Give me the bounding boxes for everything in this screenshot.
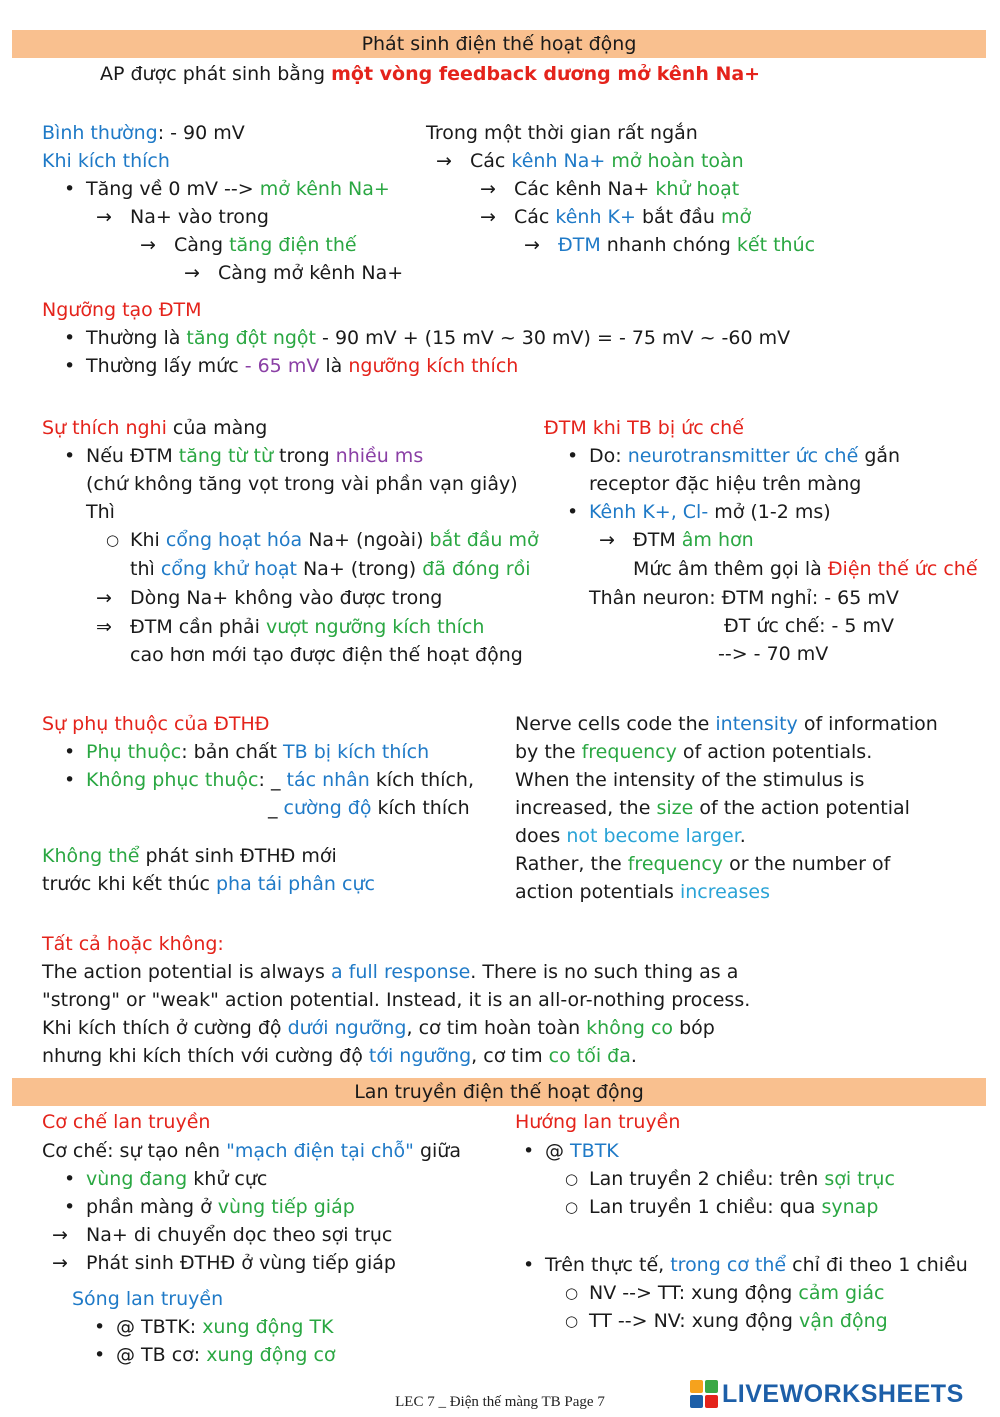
arrow-line: → Dòng Na+ không vào được trong xyxy=(96,584,442,612)
arrow-icon: → xyxy=(524,234,540,256)
all-or-none-line: The action potential is always a full response. There is no such thing as a xyxy=(42,961,739,983)
all-or-none-line: Khi kích thích ở cường độ dưới ngưỡng, cơ tim hoàn toàn không co bóp xyxy=(42,1017,715,1039)
arrow-line: → Na+ di chuyển dọc theo sợi trục xyxy=(52,1221,392,1249)
list-item: • Thường lấy mức - 65 mV là ngưỡng kích thích xyxy=(86,352,518,380)
arrow-icon: → xyxy=(52,1224,68,1246)
adaptation-heading: Sự thích nghi của màng xyxy=(42,417,268,439)
list-item: ○ NV --> TT: xung động cảm giác xyxy=(589,1279,885,1307)
list-item: • Không phục thuộc: _ tác nhân kích thích, xyxy=(86,766,474,794)
liveworksheets-logo-icon xyxy=(690,1380,718,1408)
liveworksheets-logo[interactable] xyxy=(690,1378,964,1410)
nerve-code-line: Rather, the frequency or the number of xyxy=(515,853,891,875)
arrow-line: → Các kênh Na+ khử hoạt xyxy=(480,175,739,203)
list-item: • phần màng ở vùng tiếp giáp xyxy=(86,1193,355,1221)
nerve-code-line: by the frequency of action potentials. xyxy=(515,741,873,763)
list-item-continuation: _ cường độ kích thích xyxy=(268,797,470,819)
all-or-none-heading: Tất cả hoặc không: xyxy=(42,933,224,955)
dependence-heading: Sự phụ thuộc của ĐTHĐ xyxy=(42,713,270,735)
arrow-icon: → xyxy=(480,206,496,228)
nerve-code-line: Nerve cells code the intensity of information xyxy=(515,713,938,735)
nerve-code-line: increased, the size of the action potential xyxy=(515,797,910,819)
arrow-line-continuation: cao hơn mới tạo được điện thế hoạt động xyxy=(130,644,523,666)
section-title-ap-generation: Phát sinh điện thế hoạt động xyxy=(12,30,986,58)
list-item: • @ TB cơ: xung động cơ xyxy=(116,1341,336,1369)
all-or-none-line: nhưng khi kích thích với cường độ tới ngưỡng, cơ tim co tối đa. xyxy=(42,1045,637,1067)
list-item: ○ Khi cổng hoạt hóa Na+ (ngoài) bắt đầu mở xyxy=(130,526,539,554)
neuron-rest-line: Thân neuron: ĐTM nghỉ: - 65 mV xyxy=(589,587,899,609)
list-item: • Nếu ĐTM tăng từ từ trong nhiều ms xyxy=(86,442,423,470)
arrow-line: → Phát sinh ĐTHĐ ở vùng tiếp giáp xyxy=(52,1249,396,1277)
arrow-icon: → xyxy=(184,262,200,284)
list-item-continuation: receptor đặc hiệu trên màng xyxy=(589,473,862,495)
double-arrow-line: ⇒ ĐTM cần phải vượt ngưỡng kích thích xyxy=(96,613,484,641)
arrow-line: → ĐTM âm hơn xyxy=(599,526,754,554)
list-item: • Phụ thuộc: bản chất TB bị kích thích xyxy=(86,738,429,766)
arrow-icon: → xyxy=(96,206,112,228)
list-item: • vùng đang khử cực xyxy=(86,1165,267,1193)
mechanism-heading: Cơ chế lan truyền xyxy=(42,1111,211,1133)
nerve-code-line: action potentials increases xyxy=(515,881,770,903)
list-item: • Do: neurotransmitter ức chế gắn xyxy=(589,442,900,470)
mechanism-line: Cơ chế: sự tạo nên "mạch điện tại chỗ" giữa xyxy=(42,1140,461,1162)
nerve-code-line: does not become larger. xyxy=(515,825,746,847)
neuron-inhib-line: ĐT ức chế: - 5 mV xyxy=(724,615,895,637)
then-line: Thì xyxy=(86,501,115,523)
list-item: • @ TBTK: xung động TK xyxy=(116,1313,334,1341)
list-item: • Thường là tăng đột ngột - 90 mV + (15 mV ~ 30 mV) = - 75 mV ~ -60 mV xyxy=(86,324,790,352)
wave-heading: Sóng lan truyền xyxy=(72,1288,224,1310)
list-item: • Kênh K+, Cl- mở (1-2 ms) xyxy=(589,498,831,526)
threshold-heading: Ngưỡng tạo ĐTM xyxy=(42,299,202,321)
inhibition-heading: ĐTM khi TB bị ức chế xyxy=(544,417,744,439)
refractory-line-2: trước khi kết thúc pha tái phân cực xyxy=(42,873,375,895)
neuron-result-line: --> - 70 mV xyxy=(718,643,829,665)
arrow-icon: → xyxy=(52,1252,68,1274)
normal-potential-line: Bình thường: - 90 mV xyxy=(42,122,245,144)
list-item: • Tăng về 0 mV --> mở kênh Na+ xyxy=(86,175,390,203)
arrow-line: → Na+ vào trong xyxy=(96,203,269,231)
list-item: • Trên thực tế, trong cơ thể chỉ đi theo 1 chiều xyxy=(545,1251,968,1279)
nerve-code-line: When the intensity of the stimulus is xyxy=(515,769,865,791)
arrow-line: → ĐTM nhanh chóng kết thúc xyxy=(524,231,815,259)
arrow-icon: → xyxy=(599,529,615,551)
stimulation-heading: Khi kích thích xyxy=(42,150,170,172)
arrow-icon: → xyxy=(436,150,452,172)
arrow-icon: → xyxy=(96,587,112,609)
arrow-icon: → xyxy=(140,234,156,256)
refractory-line-1: Không thể phát sinh ĐTHĐ mới xyxy=(42,845,337,867)
list-item: ○ Lan truyền 1 chiều: qua synap xyxy=(589,1193,878,1221)
list-item: • @ TBTK xyxy=(545,1137,619,1165)
arrow-icon: → xyxy=(480,178,496,200)
arrow-line: → Càng mở kênh Na+ xyxy=(184,259,403,287)
arrow-line: → Các kênh K+ bắt đầu mở xyxy=(480,203,751,231)
list-item: ○ Lan truyền 2 chiều: trên sợi trục xyxy=(589,1165,895,1193)
inhibitory-potential-line: Mức âm thêm gọi là Điện thế ức chế xyxy=(633,558,978,580)
ap-intro-line: AP được phát sinh bằng một vòng feedback dương mở kênh Na+ xyxy=(100,63,761,85)
short-time-line: Trong một thời gian rất ngắn xyxy=(426,122,698,144)
page-footer: LEC 7 _ Điện thế màng TB Page 7 xyxy=(395,1394,605,1410)
direction-heading: Hướng lan truyền xyxy=(515,1111,681,1133)
arrow-line: → Càng tăng điện thế xyxy=(140,231,357,259)
list-item-continuation: thì cổng khử hoạt Na+ (trong) đã đóng rồi xyxy=(130,558,531,580)
section-title-ap-propagation: Lan truyền điện thế hoạt động xyxy=(12,1078,986,1106)
double-arrow-icon: ⇒ xyxy=(96,616,112,638)
arrow-line: → Các kênh Na+ mở hoàn toàn xyxy=(436,147,744,175)
list-item: ○ TT --> NV: xung động vận động xyxy=(589,1307,888,1335)
all-or-none-line: "strong" or "weak" action potential. Instead, it is an all-or-nothing process. xyxy=(42,989,751,1011)
paren-note: (chứ không tăng vọt trong vài phần vạn giây) xyxy=(86,473,518,495)
logo-text: LIVEWORKSHEETS xyxy=(722,1379,964,1408)
